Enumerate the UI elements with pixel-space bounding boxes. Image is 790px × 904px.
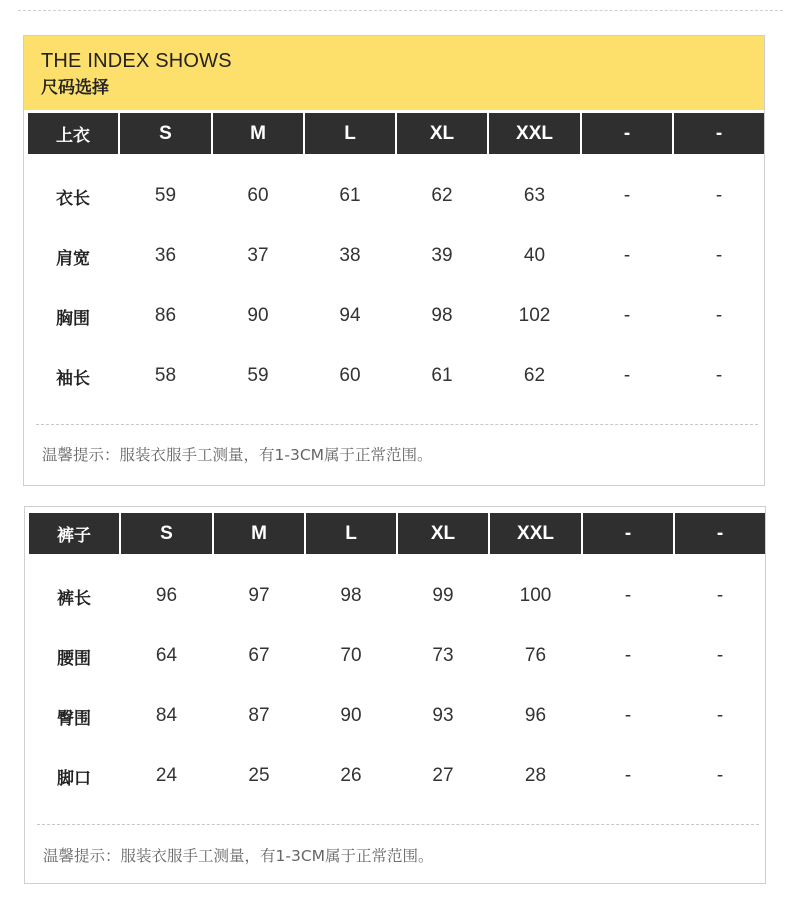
measurement-value: 61: [339, 185, 361, 206]
measurement-label: 胸围: [56, 308, 90, 329]
measurement-value: -: [624, 585, 632, 606]
measurement-value: 98: [340, 585, 362, 606]
table-row: [28, 301, 764, 331]
measurement-value: -: [624, 765, 632, 786]
measurement-value: 26: [340, 765, 362, 786]
measurement-value: 86: [154, 305, 177, 326]
measurement-value: 59: [247, 365, 269, 386]
measurement-value: 28: [524, 765, 547, 786]
measurement-value: 39: [431, 245, 453, 266]
pants-size-card: [24, 506, 766, 884]
measurement-value: 93: [432, 705, 454, 726]
measurement-label: 衣长: [56, 188, 90, 209]
table-row: [29, 641, 765, 671]
tops-size-header: M: [213, 113, 303, 154]
measurement-value: 100: [519, 585, 552, 606]
measurement-value: 24: [155, 765, 178, 786]
pants-header-row: [29, 513, 765, 554]
pants-size-header: XXL: [490, 513, 581, 554]
measurement-value: 90: [247, 305, 269, 326]
tops-size-header: S: [120, 113, 211, 154]
measurement-value: 36: [154, 245, 177, 266]
measurement-value: 96: [155, 585, 178, 606]
tops-header-row: [28, 113, 764, 154]
measurement-value: -: [624, 705, 632, 726]
measurement-value: -: [715, 305, 723, 326]
measurement-value: 25: [248, 765, 270, 786]
table-row: [28, 241, 764, 271]
measurement-label: 腰围: [57, 648, 91, 669]
banner-title: THE INDEX SHOWS: [41, 50, 232, 72]
measurement-value: 90: [340, 705, 362, 726]
measurement-value: 76: [524, 645, 547, 666]
tops-category-header: 上衣: [28, 113, 118, 154]
measurement-value: 102: [518, 305, 551, 326]
measurement-value: 58: [154, 365, 177, 386]
pants-size-header: -: [675, 513, 765, 554]
measurement-value: 60: [339, 365, 361, 386]
measurement-value: 62: [431, 185, 453, 206]
measurement-value: 37: [247, 245, 269, 266]
measurement-value: 27: [432, 765, 454, 786]
measurement-value: 60: [247, 185, 269, 206]
table-row: [28, 361, 764, 391]
tops-size-header: -: [674, 113, 764, 154]
measurement-value: 99: [432, 585, 454, 606]
table-row: [29, 581, 765, 611]
tops-separator: [36, 424, 758, 425]
pants-size-header: S: [121, 513, 212, 554]
measurement-label: 肩宽: [56, 248, 90, 269]
banner-subtitle: 尺码选择: [41, 78, 109, 98]
tops-size-header: XXL: [489, 113, 580, 154]
measurement-value: -: [623, 185, 631, 206]
table-row: [28, 181, 764, 211]
measurement-value: -: [715, 245, 723, 266]
tops-size-header: -: [582, 113, 672, 154]
measurement-value: 63: [523, 185, 546, 206]
measurement-value: -: [716, 585, 724, 606]
measurement-value: 73: [432, 645, 454, 666]
measurement-label: 裤长: [57, 588, 91, 609]
measurement-value: -: [623, 245, 631, 266]
pants-category-header: 裤子: [29, 513, 119, 554]
measurement-value: 38: [339, 245, 361, 266]
measurement-value: 98: [431, 305, 453, 326]
measurement-value: 62: [523, 365, 546, 386]
measurement-value: -: [623, 365, 631, 386]
measurement-value: -: [716, 765, 724, 786]
measurement-value: 96: [524, 705, 547, 726]
measurement-value: -: [624, 645, 632, 666]
table-row: [29, 761, 765, 791]
table-row: [29, 701, 765, 731]
banner: [24, 36, 764, 110]
measurement-value: 64: [155, 645, 178, 666]
pants-tip: 温馨提示：服装衣服手工测量，有1-3CM属于正常范围。: [43, 847, 434, 865]
measurement-value: -: [715, 185, 723, 206]
measurement-value: 70: [340, 645, 362, 666]
top-divider: [18, 10, 783, 11]
measurement-label: 臀围: [57, 708, 91, 729]
measurement-label: 脚口: [57, 768, 91, 789]
measurement-value: 59: [154, 185, 177, 206]
pants-separator: [37, 824, 759, 825]
measurement-value: 94: [339, 305, 361, 326]
measurement-value: -: [623, 305, 631, 326]
measurement-value: 97: [248, 585, 270, 606]
tops-size-header: L: [305, 113, 395, 154]
pants-size-header: L: [306, 513, 396, 554]
tops-size-card: [23, 35, 765, 486]
measurement-value: -: [716, 645, 724, 666]
measurement-value: 87: [248, 705, 270, 726]
measurement-value: -: [716, 705, 724, 726]
measurement-value: 67: [248, 645, 270, 666]
measurement-label: 袖长: [56, 368, 90, 389]
measurement-value: -: [715, 365, 723, 386]
measurement-value: 61: [431, 365, 453, 386]
measurement-value: 84: [155, 705, 178, 726]
tops-size-header: XL: [397, 113, 487, 154]
tops-tip: 温馨提示：服装衣服手工测量，有1-3CM属于正常范围。: [42, 446, 433, 464]
pants-size-header: XL: [398, 513, 488, 554]
pants-size-header: M: [214, 513, 304, 554]
pants-size-header: -: [583, 513, 673, 554]
measurement-value: 40: [523, 245, 546, 266]
